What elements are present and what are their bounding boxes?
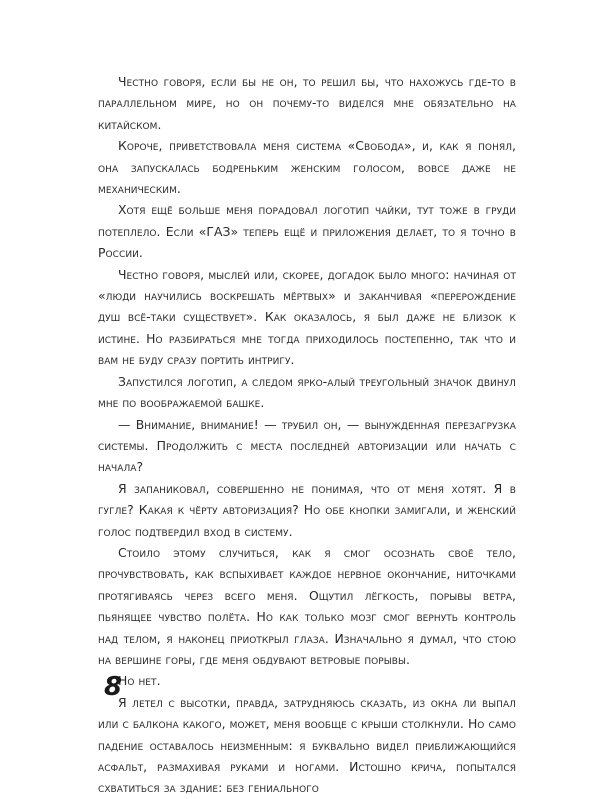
page-number: 8 (104, 672, 123, 702)
paragraph: Короче, приветствовала меня система «Свобода», и, как я понял, она запускалась бодреньким женским голосом, вовсе даже не механическим. (98, 138, 516, 197)
paragraph: Запустился логотип, а следом ярко-алый треугольный значок двинул мне по воображаемой башке. (98, 373, 516, 411)
paragraph: Но нет. (118, 673, 161, 689)
page-body (98, 71, 516, 799)
paragraph: Честно говоря, мыслей или, скорее, догадок было много: начиная от «люди научились воскрешать мёртвых» и заканчивая «перерождение душ всё-таки существует». Как оказалось, я был даже не близок к истине. Но разбираться мне тогда приходилось постепенно, так что и вам не буду сразу портить интригу. (98, 266, 516, 368)
paragraph: Стоило этому случиться, как я смог осознать своё тело, прочувствовать, как вспыхивает каждое нервное окончание, ниточками протягиваясь через всего меня. Ощутил лёгкость, порывы ветра, пьянящее чувство полёта. Но как только мозг смог вернуть контроль над телом, я наконец приоткрыл глаза. Изначально я думал, что стою на вершине горы, где меня обдувают ветровые порывы. (98, 544, 516, 667)
paragraph: Я летел с высотки, правда, затрудняюсь сказать, из окна ли выпал или с балкона какого, может, меня вообще с крыши столкнули. Но само падение оставалось неизменным: я буквально видел приближающийся асфальт, размахивая руками и ногами. Истошно крича, попытался схватиться за здание: без гениального (98, 694, 516, 796)
paragraph: Хотя ещё больше меня порадовал логотип чайки, тут тоже в груди потеплело. Если «ГАЗ» теперь ещё и приложения делает, то я точно в России. (98, 202, 516, 261)
paragraph: Я запаниковал, совершенно не понимая, что от меня хотят. Я в гугле? Какая к чёрту авторизация? Но обе кнопки замигали, и женский голос подтвердил вход в систему. (98, 480, 516, 539)
paragraph: Честно говоря, если бы не он, то решил бы, что нахожусь где-то в параллельном мире, но он почему-то виделся мне обязательно на китайском. (98, 74, 516, 132)
paragraph: — Внимание, внимание! — трубил он, — вынужденная перезагрузка системы. Продолжить с места последней авторизации или начать с начала? (98, 416, 516, 475)
